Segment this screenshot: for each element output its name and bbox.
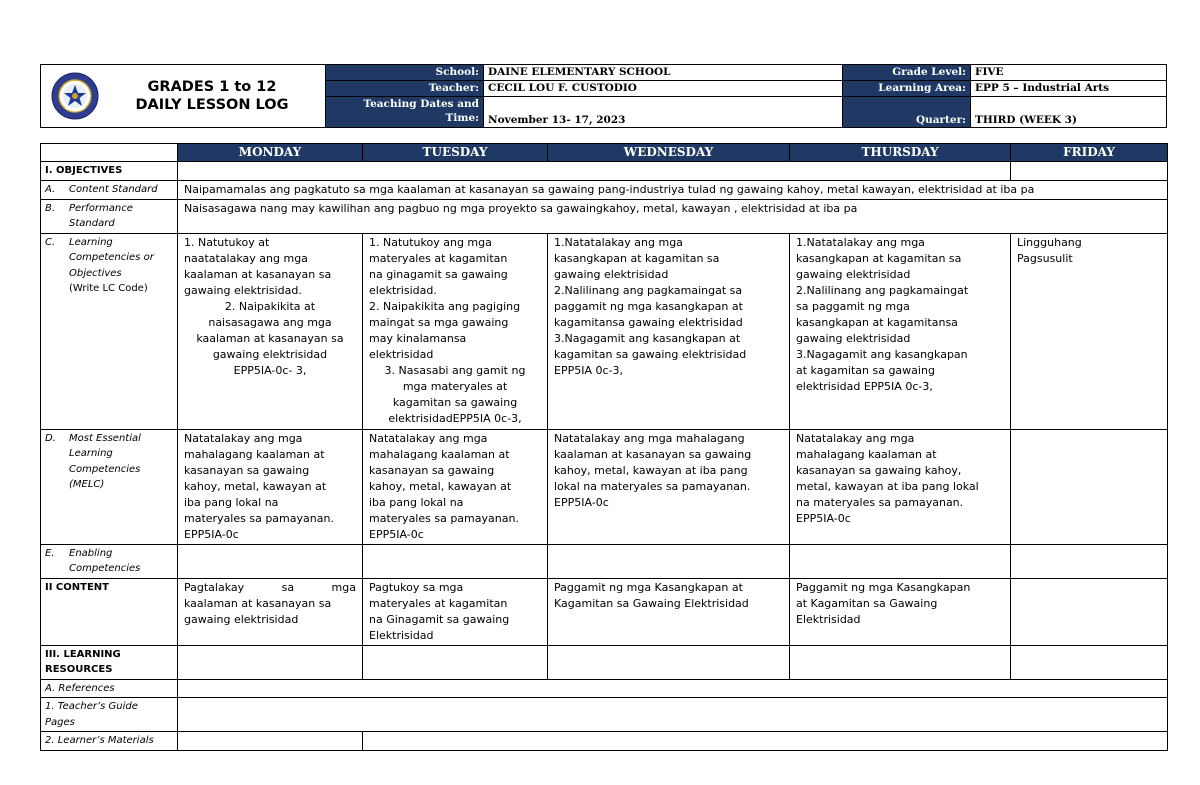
melc-thu-line: mahalagang kaalaman at — [796, 447, 937, 461]
day-header-tuesday: TUESDAY — [363, 144, 548, 162]
objectives-row — [41, 162, 1168, 181]
comp-mon-line: naisasagawa ang mga — [208, 315, 332, 329]
competencies-label-l2: Competencies or — [69, 252, 154, 263]
performance-standard-label-l1: Performance — [69, 202, 133, 214]
area-value: EPP 5 – Industrial Arts — [971, 81, 1167, 97]
content-tue-line: Pagtukoy sa mga — [369, 580, 464, 594]
melc-wed-line: EPP5IA-0c — [554, 495, 609, 509]
comp-tue-line: materyales at kagamitan — [369, 251, 508, 265]
comp-tue-line: 3. Nasasabi ang gamit ng — [384, 363, 526, 377]
melc-mon-line: kasanayan sa gawaing — [184, 463, 310, 477]
melc-thu-line: na materyales sa pamayanan. — [796, 495, 964, 509]
learners-materials-row — [41, 732, 1168, 751]
comp-tue-line: maingat sa mga gawaing — [369, 315, 509, 329]
grade-value: FIVE — [971, 65, 1167, 81]
teachers-guide-row — [41, 698, 1168, 732]
lesson-log-table — [40, 143, 1168, 751]
comp-tue-line: 1. Natutukoy ang mga — [369, 235, 492, 249]
comp-mon-line: gawaing elektrisidad. — [184, 283, 302, 297]
melc-wednesday — [548, 429, 790, 544]
melc-thu-line: EPP5IA-0c — [796, 511, 851, 525]
day-header-thursday: THURSDAY — [790, 144, 1011, 162]
comp-thu-line: kasangkapan at kagamitansa — [796, 315, 958, 329]
melc-wed-line: lokal na materyales sa pamayanan. — [554, 479, 751, 493]
objectives-label: I. OBJECTIVES — [41, 162, 178, 181]
melc-label-l4: (MELC) — [69, 479, 105, 490]
quarter-label: Quarter: — [843, 97, 971, 128]
competencies-tuesday — [363, 233, 548, 429]
comp-tue-line: mga materyales at — [402, 379, 508, 393]
comp-wed-line: EPP5IA 0c-3, — [554, 363, 623, 377]
melc-tue-line: iba pang lokal na — [369, 495, 464, 509]
comp-tue-line: na ginagamit sa gawaing — [369, 267, 508, 281]
content-tue-line: materyales at kagamitan — [369, 596, 508, 610]
resources-monday — [178, 645, 363, 679]
content-mon-line: kaalaman at kasanayan sa — [184, 596, 332, 610]
comp-mon-line: 2. Naipakikita at — [224, 299, 316, 313]
content-thu-line: Elektrisidad — [796, 612, 861, 626]
day-header-row — [41, 144, 1168, 162]
content-monday — [178, 578, 363, 645]
melc-mon-line: mahalagang kaalaman at — [184, 447, 325, 461]
competencies-label-l1: Learning — [69, 236, 113, 248]
enabling-label-l2: Competencies — [69, 563, 141, 574]
enabling-wednesday — [548, 544, 790, 578]
comp-tue-line: elektrisidad. — [369, 283, 437, 297]
melc-monday — [178, 429, 363, 544]
competencies-row — [41, 233, 1168, 429]
melc-label-l1: Most Essential — [69, 432, 141, 444]
comp-wed-line: kasangkapan at kagamitan sa — [554, 251, 720, 265]
melc-mon-line: EPP5IA-0c — [184, 527, 239, 541]
melc-row — [41, 429, 1168, 544]
day-header-wednesday: WEDNESDAY — [548, 144, 790, 162]
performance-standard-row — [41, 199, 1168, 233]
melc-wed-line: Natatalakay ang mga mahalagang — [554, 431, 745, 445]
content-standard-label-text: Content Standard — [69, 183, 158, 195]
comp-mon-line: kaalaman at kasanayan sa — [196, 331, 344, 345]
teachers-guide-label — [41, 698, 178, 732]
competencies-thursday — [790, 233, 1011, 429]
melc-tue-line: kahoy, metal, kawayan at — [369, 479, 512, 493]
comp-thu-line: 2.Nalilinang ang pagkamaingat — [796, 283, 969, 297]
comp-thu-line: gawaing elektrisidad — [796, 331, 911, 345]
performance-standard-label — [41, 199, 178, 233]
content-label: II CONTENT — [41, 578, 178, 645]
header-title — [99, 78, 325, 114]
content-tue-line: na Ginagamit sa gawaing — [369, 612, 510, 626]
content-standard-num: A. — [45, 183, 56, 195]
comp-wed-line: 2.Nalilinang ang pagkamaingat sa — [554, 283, 743, 297]
learners-materials-monday — [178, 732, 363, 751]
content-tue-line: Elektrisidad — [369, 628, 434, 642]
enabling-num: E. — [45, 547, 55, 559]
performance-standard-label-l2: Standard — [69, 218, 115, 229]
melc-tue-line: materyales sa pamayanan. — [369, 511, 519, 525]
comp-mon-line: kaalaman at kasanayan sa — [184, 267, 332, 281]
teachers-guide-span-cell — [178, 698, 1168, 732]
melc-thu-line: metal, kawayan at iba pang lokal — [796, 479, 979, 493]
comp-tue-line: elektrisidad — [369, 347, 434, 361]
comp-mon-line: gawaing elektrisidad — [212, 347, 328, 361]
resources-label-l1: III. LEARNING — [45, 648, 121, 660]
comp-thu-line: 1.Natatalakay ang mga — [796, 235, 925, 249]
melc-wed-line: kaalaman at kasanayan sa gawaing — [554, 447, 752, 461]
references-row — [41, 679, 1168, 698]
competencies-label-l4: (Write LC Code) — [69, 283, 148, 294]
content-friday — [1011, 578, 1168, 645]
competencies-wednesday — [548, 233, 790, 429]
header-table — [40, 64, 1167, 128]
melc-thu-line: kasanayan sa gawaing kahoy, — [796, 463, 962, 477]
content-thu-line: Paggamit ng mga Kasangkapan — [796, 580, 971, 594]
comp-thu-line: sa paggamit ng mga — [796, 299, 910, 313]
teachers-guide-label-l1: 1. Teacher’s Guide — [45, 701, 138, 712]
references-label: A. References — [41, 679, 178, 698]
area-label: Learning Area: — [843, 81, 971, 97]
melc-tue-line: mahalagang kaalaman at — [369, 447, 510, 461]
comp-wed-line: 3.Nagagamit ang kasangkapan at — [554, 331, 741, 345]
teachers-guide-label-l2: Pages — [45, 716, 75, 728]
comp-thu-line: at kagamitan sa gawaing — [796, 363, 935, 377]
content-mon-line: gawaing elektrisidad — [184, 612, 299, 626]
melc-mon-line: Natatalakay ang mga — [184, 431, 303, 445]
melc-thursday — [790, 429, 1011, 544]
resources-tuesday — [363, 645, 548, 679]
content-wednesday — [548, 578, 790, 645]
melc-tue-line: EPP5IA-0c — [369, 527, 424, 541]
comp-wed-line: gawaing elektrisidad — [554, 267, 669, 281]
dates-label — [326, 97, 484, 128]
melc-thu-line: Natatalakay ang mga — [796, 431, 915, 445]
melc-label — [41, 429, 178, 544]
comp-thu-line: elektrisidad EPP5IA 0c-3, — [796, 379, 933, 393]
comp-thu-line: 3.Nagagamit ang kasangkapan — [796, 347, 968, 361]
resources-wednesday — [548, 645, 790, 679]
resources-label-l2: RESOURCES — [45, 664, 113, 675]
dates-value: November 13- 17, 2023 — [484, 97, 843, 128]
comp-mon-line: EPP5IA-0c- 3, — [233, 363, 307, 377]
day-header-friday: FRIDAY — [1011, 144, 1168, 162]
comp-wed-line: 1.Natatalakay ang mga — [554, 235, 683, 249]
melc-mon-line: materyales sa pamayanan. — [184, 511, 334, 525]
melc-label-l3: Competencies — [69, 463, 141, 475]
comp-thu-line: kasangkapan at kagamitan sa — [796, 251, 962, 265]
title-line-1: GRADES 1 to 12 — [147, 79, 277, 95]
header-logo-cell — [41, 65, 326, 128]
performance-standard-text: Naisasagawa nang may kawilihan ang pagbuo ng mga proyekto sa gawaingkahoy, metal, kawayan , elektrisidad at iba pa — [178, 199, 1168, 233]
content-standard-row — [41, 180, 1168, 199]
enabling-row — [41, 544, 1168, 578]
enabling-label — [41, 544, 178, 578]
comp-wed-line: kagamitansa gawaing elektrisidad — [554, 315, 743, 329]
comp-mon-line: 1. Natutukoy at — [184, 235, 270, 249]
enabling-friday — [1011, 544, 1168, 578]
dates-label-line-2: Time: — [445, 112, 479, 124]
learners-materials-label: 2. Learner’s Materials — [41, 732, 178, 751]
content-wed-line: Paggamit ng mga Kasangkapan at — [554, 580, 743, 594]
performance-standard-num: B. — [45, 202, 56, 214]
comp-tue-line: 2. Naipakikita ang pagiging — [369, 299, 521, 313]
competencies-friday — [1011, 233, 1168, 429]
enabling-label-l1: Enabling — [69, 547, 113, 559]
melc-tue-line: Natatalakay ang mga — [369, 431, 488, 445]
grade-label: Grade Level: — [843, 65, 971, 81]
melc-label-l2: Learning — [69, 448, 113, 459]
content-thu-line: at Kagamitan sa Gawaing — [796, 596, 938, 610]
comp-fri-line: Pagsusulit — [1017, 251, 1073, 265]
comp-tue-line: elektrisidadEPP5IA 0c-3, — [388, 411, 522, 425]
content-row — [41, 578, 1168, 645]
references-span-cell — [178, 679, 1168, 698]
comp-tue-line: kagamitan sa gawaing — [392, 395, 518, 409]
enabling-tuesday — [363, 544, 548, 578]
competencies-num: C. — [45, 236, 56, 248]
melc-num: D. — [45, 432, 56, 444]
quarter-value: THIRD (WEEK 3) — [971, 97, 1167, 128]
school-label: School: — [326, 65, 484, 81]
learners-materials-span-cell — [363, 732, 1168, 751]
enabling-monday — [178, 544, 363, 578]
content-standard-label — [41, 180, 178, 199]
objectives-span-cell — [178, 162, 1011, 181]
day-header-blank — [41, 144, 178, 162]
competencies-monday — [178, 233, 363, 429]
competencies-label — [41, 233, 178, 429]
melc-tue-line: kasanayan sa gawaing — [369, 463, 495, 477]
melc-tuesday — [363, 429, 548, 544]
content-standard-text: Naipamamalas ang pagkatuto sa mga kaalaman at kasanayan sa gawaing pang-industriya tulad ng gawaing kahoy, metal kawayan, elektrisidad at iba pa — [178, 180, 1168, 199]
comp-wed-line: paggamit ng mga kasangkapan at — [554, 299, 743, 313]
comp-tue-line: may kinalamansa — [369, 331, 467, 345]
resources-row — [41, 645, 1168, 679]
comp-thu-line: gawaing elektrisidad — [796, 267, 911, 281]
comp-wed-line: kagamitan sa gawaing elektrisidad — [554, 347, 747, 361]
content-mon-line: Pagtalakay sa mga — [184, 580, 356, 594]
melc-mon-line: kahoy, metal, kawayan at — [184, 479, 327, 493]
content-thursday — [790, 578, 1011, 645]
melc-wed-line: kahoy, metal, kawayan at iba pang — [554, 463, 748, 477]
melc-friday — [1011, 429, 1168, 544]
enabling-thursday — [790, 544, 1011, 578]
title-line-2: DAILY LESSON LOG — [135, 97, 289, 113]
resources-thursday — [790, 645, 1011, 679]
melc-mon-line: iba pang lokal na — [184, 495, 279, 509]
school-value: DAINE ELEMENTARY SCHOOL — [484, 65, 843, 81]
resources-friday — [1011, 645, 1168, 679]
content-wed-line: Kagamitan sa Gawaing Elektrisidad — [554, 596, 749, 610]
objectives-friday-cell — [1011, 162, 1168, 181]
teacher-value: CECIL LOU F. CUSTODIO — [484, 81, 843, 97]
content-tuesday — [363, 578, 548, 645]
resources-label — [41, 645, 178, 679]
competencies-label-l3: Objectives — [69, 267, 122, 279]
day-header-monday: MONDAY — [178, 144, 363, 162]
comp-mon-line: naatatalakay ang mga — [184, 251, 308, 265]
comp-fri-line: Lingguhang — [1017, 235, 1082, 249]
dates-label-line-1: Teaching Dates and — [363, 98, 479, 110]
teacher-label: Teacher: — [326, 81, 484, 97]
deped-seal-icon — [51, 72, 99, 120]
